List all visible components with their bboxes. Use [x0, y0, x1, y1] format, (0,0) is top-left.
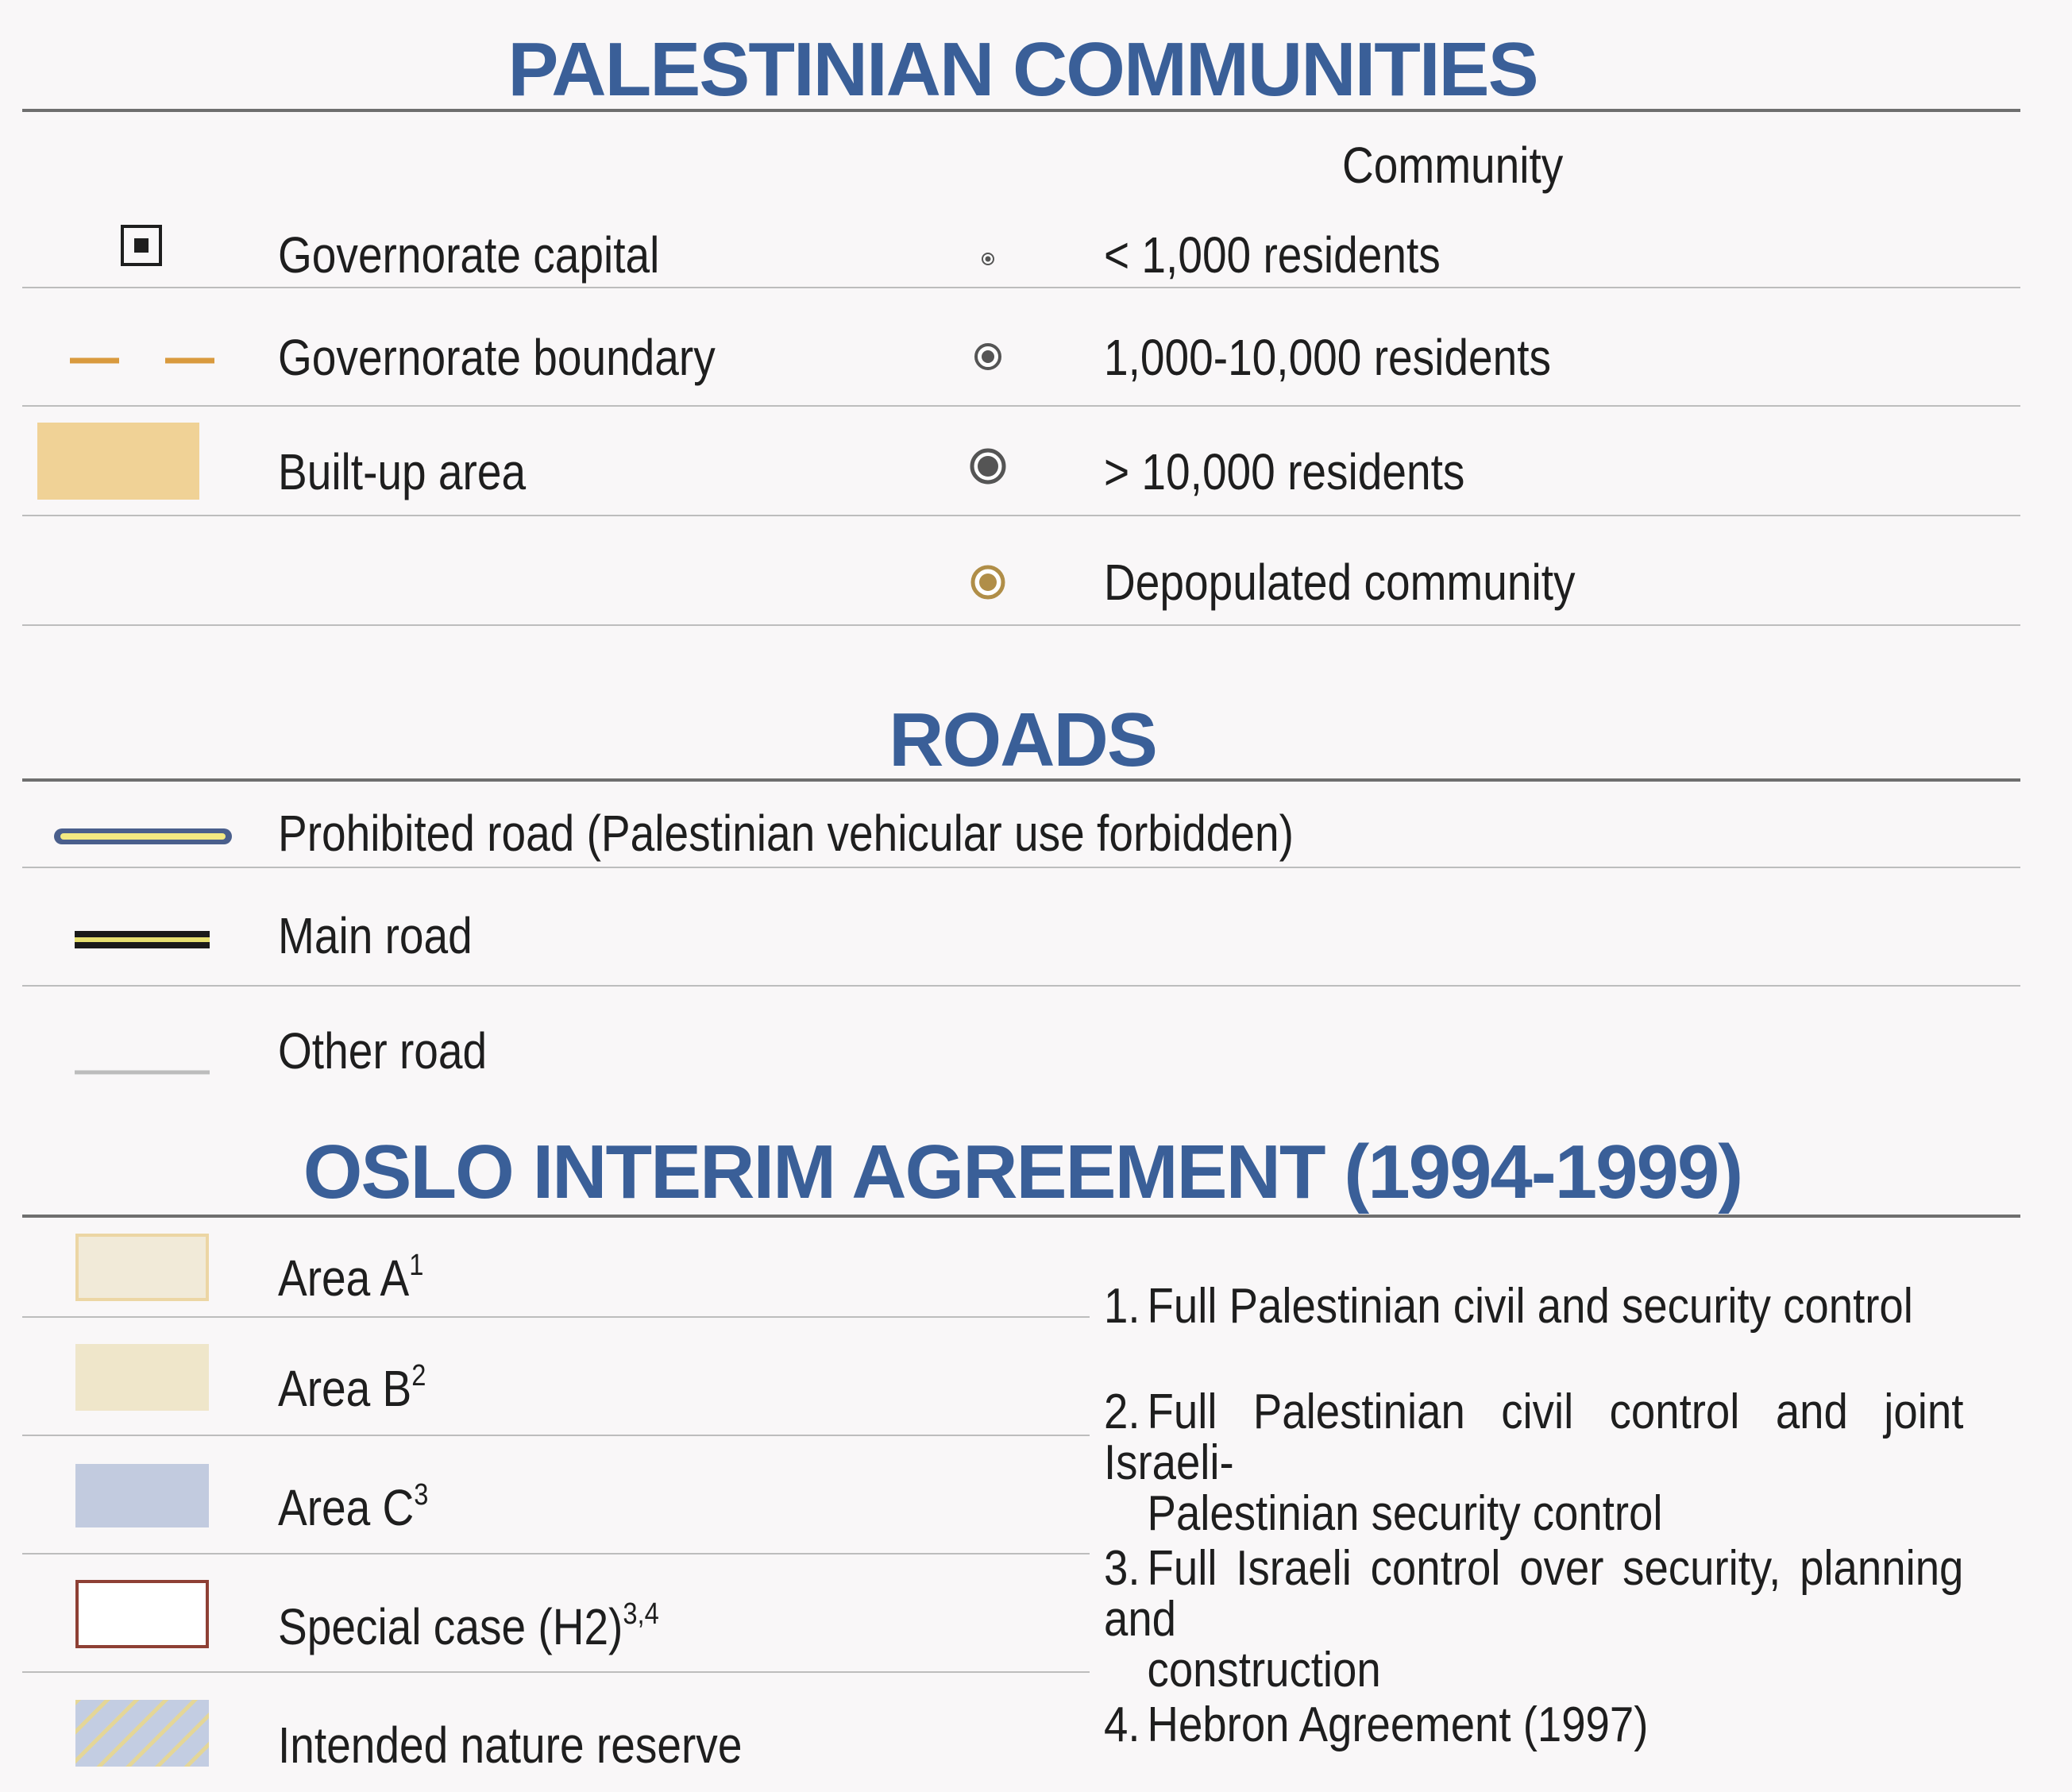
row-divider: [22, 1316, 1090, 1318]
footnote-3: 3. Full Israeli control over security, planning and construction: [1104, 1541, 1964, 1697]
area-b-label: Area $B^2$: [278, 1359, 426, 1417]
row-divider: [22, 287, 2020, 288]
row-divider: [22, 515, 2020, 516]
other-road-line: [75, 1069, 210, 1076]
row-divider: [22, 985, 2020, 987]
area-c-label: Area $C^3$: [278, 1478, 429, 1536]
medium-community-dot-icon: [973, 342, 1003, 372]
large-community-dot-icon: [968, 446, 1008, 486]
footnote-4: 4. Hebron Agreement (1997): [1104, 1697, 1649, 1752]
footnote-2: 2. Full Palestinian civil control and joint Israeli- Palestinian security control: [1104, 1385, 1964, 1541]
governorate-capital-label: Governorate capital: [278, 226, 660, 284]
row-divider: [22, 1553, 1090, 1554]
governorate-capital-icon: [121, 225, 165, 269]
area-b-swatch: [75, 1344, 209, 1411]
small-community-dot-icon: [980, 251, 996, 267]
roads-heading-rule: [22, 778, 2020, 782]
governorate-boundary-label: Governorate boundary: [278, 329, 716, 386]
special-case-h2-label: Special case $(H2)^{3,4}$: [278, 1597, 659, 1655]
area-a-swatch: [75, 1234, 209, 1301]
prohibited-road-label: Prohibited road (Palestinian vehicular use forbidden): [278, 805, 1294, 862]
other-road-label: Other road: [278, 1022, 488, 1079]
medium-community-label: 1,000-10,000 residents: [1104, 329, 1552, 386]
row-divider: [22, 867, 2020, 868]
special-case-h2-swatch: [75, 1580, 209, 1648]
row-divider: [22, 405, 2020, 407]
large-community-label: > 10,000 residents: [1104, 443, 1465, 500]
governorate-boundary-line: [70, 357, 216, 365]
depopulated-community-label: Depopulated community: [1104, 554, 1576, 611]
communities-heading-rule: [22, 109, 2020, 112]
row-divider: [22, 624, 2020, 626]
oslo-heading-rule: [22, 1215, 2020, 1218]
prohibited-road-line: [57, 828, 229, 847]
built-up-area-swatch: [37, 423, 199, 500]
depopulated-community-dot-icon: [970, 564, 1006, 601]
area-a-label: Area $A^1$: [278, 1249, 424, 1307]
communities-heading: PALESTINIAN COMMUNITIES: [507, 27, 1538, 112]
main-road-label: Main road: [278, 907, 473, 964]
small-community-label: < 1,000 residents: [1104, 226, 1441, 284]
roads-heading: ROADS: [889, 697, 1156, 782]
community-column-header: Community: [1342, 137, 1564, 194]
nature-reserve-label: Intended nature reserve: [278, 1717, 743, 1774]
footnote-1: 1. Full Palestinian civil and security control: [1104, 1279, 1913, 1334]
area-c-swatch: [75, 1464, 209, 1527]
row-divider: [22, 1435, 1090, 1436]
row-divider: [22, 1671, 1090, 1673]
oslo-heading: OSLO INTERIM AGREEMENT (1994-1999): [303, 1130, 1742, 1215]
built-up-area-label: Built-up area: [278, 443, 527, 500]
nature-reserve-hatch-swatch: [75, 1700, 209, 1767]
main-road-line: [75, 931, 210, 950]
